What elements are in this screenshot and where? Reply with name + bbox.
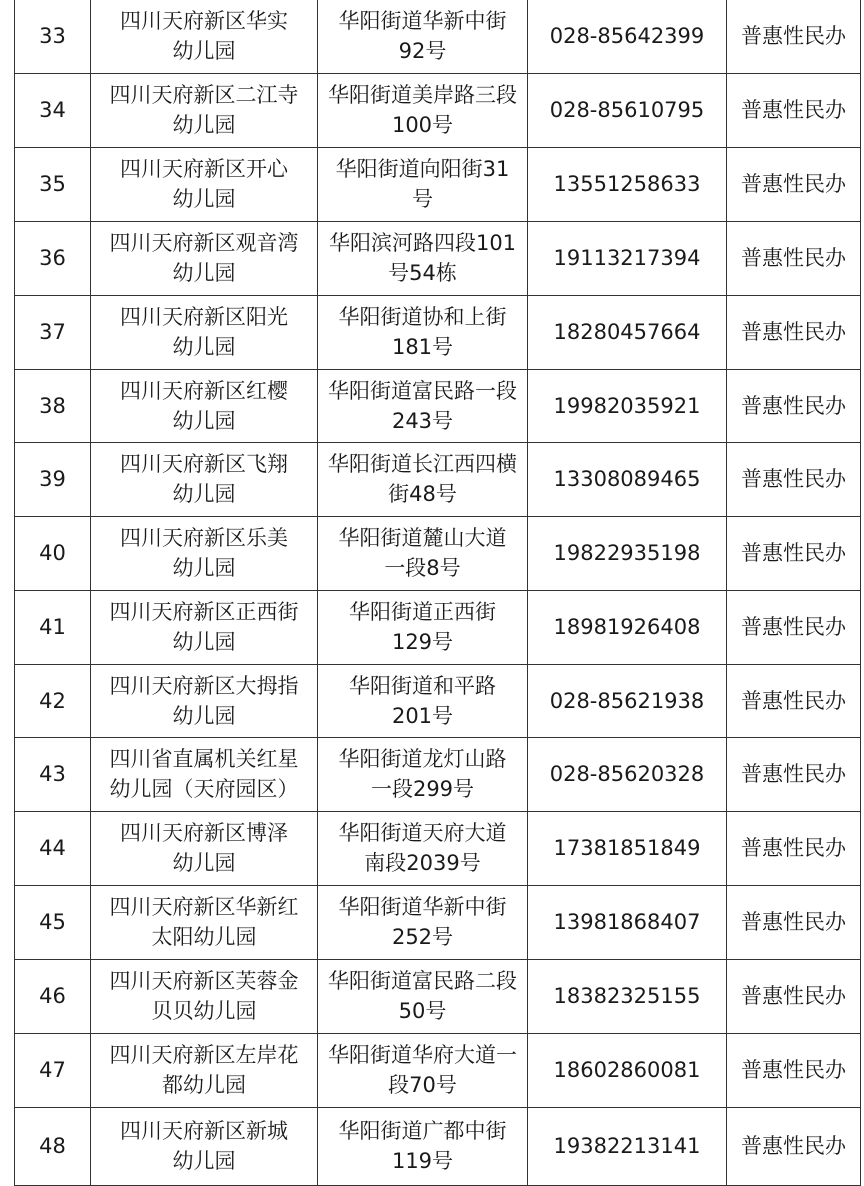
phone-cell	[528, 442, 727, 516]
row-index-cell	[15, 295, 91, 369]
address-cell	[318, 0, 528, 73]
address-cell	[318, 1033, 528, 1107]
kindergarten-name-line: 四川天府新区乐美	[120, 526, 288, 550]
kindergarten-name-line: 幼儿园	[172, 703, 236, 728]
phone-number: 18602860081	[553, 1058, 701, 1082]
school-type: 普惠性民办	[741, 541, 846, 565]
kindergarten-name-line: 四川天府新区观音湾	[109, 231, 299, 255]
table-row	[15, 516, 861, 590]
phone-cell	[528, 885, 727, 959]
row-index: 37	[39, 320, 66, 344]
school-type-cell	[727, 811, 861, 885]
row-index-cell	[15, 737, 91, 811]
address-line: 50号	[398, 999, 447, 1023]
kindergarten-name-line: 幼儿园（天府园区）	[109, 777, 299, 801]
address-cell	[318, 369, 528, 442]
address-line: 一段299号	[370, 777, 475, 801]
kindergarten-name-cell	[91, 147, 318, 221]
table-row	[15, 295, 861, 369]
row-index: 38	[39, 393, 66, 418]
phone-cell	[528, 1107, 727, 1185]
row-index: 47	[39, 1058, 66, 1082]
phone-number: 13551258633	[553, 172, 701, 196]
kindergarten-name-line: 四川天府新区阳光	[120, 305, 288, 329]
address-line: 华阳街道华府大道一	[328, 1043, 517, 1067]
row-index: 46	[39, 984, 66, 1008]
address-line: 华阳滨河路四段101	[328, 231, 517, 255]
row-index-cell	[15, 664, 91, 737]
kindergarten-name-line: 幼儿园	[172, 482, 236, 506]
phone-cell	[528, 295, 727, 369]
phone-cell	[528, 811, 727, 885]
kindergarten-name-line: 太阳幼儿园	[151, 925, 257, 949]
address-line: 华阳街道华新中街	[338, 9, 507, 34]
kindergarten-name-line: 四川天府新区芙蓉金	[109, 969, 299, 993]
kindergarten-name-line: 四川天府新区华实	[120, 9, 288, 34]
table-row	[15, 959, 861, 1033]
address-line: 华阳街道富民路二段	[328, 969, 517, 993]
kindergarten-name-line: 四川天府新区左岸花	[109, 1043, 299, 1067]
table-row	[15, 221, 861, 295]
address-line: 华阳街道向阳街31	[335, 157, 510, 181]
kindergarten-name-line: 幼儿园	[172, 851, 236, 875]
phone-number: 19982035921	[553, 393, 701, 418]
row-index-cell	[15, 1033, 91, 1107]
address-cell	[318, 959, 528, 1033]
row-index: 39	[39, 467, 66, 491]
phone-cell	[528, 369, 727, 442]
kindergarten-name-line: 四川天府新区大拇指	[109, 673, 299, 698]
phone-cell	[528, 73, 727, 147]
kindergarten-table	[14, 0, 861, 1186]
phone-number: 19113217394	[553, 246, 701, 270]
address-line: 181号	[391, 335, 454, 359]
kindergarten-name-line: 四川天府新区开心	[120, 157, 288, 181]
kindergarten-name-cell	[91, 590, 318, 664]
address-line: 201号	[391, 703, 454, 728]
address-cell	[318, 295, 528, 369]
row-index: 48	[39, 1134, 66, 1158]
school-type: 普惠性民办	[741, 762, 846, 786]
row-index-cell	[15, 516, 91, 590]
school-type-cell	[727, 664, 861, 737]
school-type-cell	[727, 221, 861, 295]
phone-cell	[528, 959, 727, 1033]
table-row	[15, 442, 861, 516]
kindergarten-name-line: 幼儿园	[172, 261, 236, 285]
table-row	[15, 811, 861, 885]
address-line: 南段2039号	[364, 851, 481, 875]
phone-cell	[528, 147, 727, 221]
phone-number: 13981868407	[553, 910, 701, 934]
kindergarten-name-line: 四川天府新区红樱	[120, 378, 288, 403]
row-index-cell	[15, 73, 91, 147]
row-index-cell	[15, 959, 91, 1033]
school-type-cell	[727, 295, 861, 369]
school-type: 普惠性民办	[741, 615, 846, 639]
row-index-cell	[15, 442, 91, 516]
table-row	[15, 590, 861, 664]
phone-cell	[528, 516, 727, 590]
row-index-cell	[15, 811, 91, 885]
phone-cell	[528, 737, 727, 811]
address-cell	[318, 442, 528, 516]
school-type-cell	[727, 1033, 861, 1107]
row-index-cell	[15, 590, 91, 664]
row-index: 35	[39, 172, 66, 196]
kindergarten-name-cell	[91, 1033, 318, 1107]
table-row	[15, 737, 861, 811]
address-line: 华阳街道正西街	[349, 600, 496, 624]
school-type-cell	[727, 0, 861, 73]
school-type: 普惠性民办	[741, 98, 846, 122]
address-line: 华阳街道和平路	[349, 673, 496, 698]
address-line: 243号	[391, 408, 454, 433]
phone-number: 028-85621938	[549, 688, 705, 713]
address-line: 119号	[391, 1149, 454, 1173]
kindergarten-name-cell	[91, 0, 318, 73]
address-line: 华阳街道龙灯山路	[338, 747, 507, 771]
address-line: 街48号	[388, 482, 457, 506]
row-index-cell	[15, 147, 91, 221]
table-body	[15, 0, 861, 1185]
kindergarten-name-line: 四川天府新区华新红	[109, 895, 299, 919]
table-row	[15, 1033, 861, 1107]
address-line: 92号	[398, 39, 447, 64]
address-line: 华阳街道华新中街	[338, 895, 507, 919]
kindergarten-name-cell	[91, 1107, 318, 1185]
school-type: 普惠性民办	[741, 320, 846, 344]
school-type-cell	[727, 885, 861, 959]
address-line: 华阳街道麓山大道	[338, 526, 507, 550]
kindergarten-name-cell	[91, 737, 318, 811]
row-index: 34	[39, 98, 66, 122]
phone-number: 18981926408	[553, 615, 701, 639]
address-cell	[318, 516, 528, 590]
row-index: 40	[39, 541, 66, 565]
school-type: 普惠性民办	[741, 172, 846, 196]
kindergarten-name-line: 幼儿园	[172, 335, 236, 359]
kindergarten-name-line: 都幼儿园	[162, 1073, 246, 1097]
kindergarten-name-line: 幼儿园	[172, 1149, 236, 1173]
address-line: 100号	[391, 113, 454, 137]
address-cell	[318, 1107, 528, 1185]
address-cell	[318, 73, 528, 147]
kindergarten-name-line: 幼儿园	[172, 187, 236, 211]
row-index-cell	[15, 1107, 91, 1185]
row-index-cell	[15, 885, 91, 959]
table-row	[15, 1107, 861, 1185]
address-cell	[318, 590, 528, 664]
kindergarten-name-line: 幼儿园	[172, 39, 236, 64]
kindergarten-name-line: 四川天府新区新城	[120, 1119, 288, 1143]
address-line: 段70号	[388, 1073, 457, 1097]
kindergarten-name-line: 幼儿园	[172, 630, 236, 654]
kindergarten-name-cell	[91, 295, 318, 369]
phone-number: 19382213141	[553, 1134, 701, 1158]
row-index: 42	[39, 688, 66, 713]
phone-number: 028-85620328	[549, 762, 705, 786]
row-index: 41	[39, 615, 66, 639]
kindergarten-name-cell	[91, 811, 318, 885]
row-index: 33	[39, 24, 66, 49]
phone-number: 028-85610795	[549, 98, 705, 122]
kindergarten-name-cell	[91, 442, 318, 516]
school-type-cell	[727, 516, 861, 590]
table-row	[15, 664, 861, 737]
table-row	[15, 0, 861, 73]
kindergarten-name-cell	[91, 959, 318, 1033]
school-type-cell	[727, 369, 861, 442]
address-line: 华阳街道美岸路三段	[328, 83, 517, 107]
row-index: 36	[39, 246, 66, 270]
kindergarten-name-cell	[91, 516, 318, 590]
school-type: 普惠性民办	[741, 393, 846, 418]
kindergarten-name-line: 幼儿园	[172, 556, 236, 580]
phone-number: 13308089465	[553, 467, 701, 491]
kindergarten-name-cell	[91, 73, 318, 147]
phone-number: 028-85642399	[549, 24, 705, 49]
school-type-cell	[727, 590, 861, 664]
school-type-cell	[727, 1107, 861, 1185]
table-row	[15, 885, 861, 959]
kindergarten-name-line: 四川天府新区博泽	[120, 821, 288, 845]
address-line: 华阳街道富民路一段	[328, 378, 517, 403]
kindergarten-name-line: 幼儿园	[172, 408, 236, 433]
address-line: 252号	[391, 925, 454, 949]
phone-cell	[528, 1033, 727, 1107]
kindergarten-name-line: 四川天府新区正西街	[109, 600, 299, 624]
row-index: 43	[39, 762, 66, 786]
address-line: 华阳街道广都中街	[338, 1119, 507, 1143]
address-line: 华阳街道协和上街	[338, 305, 507, 329]
phone-cell	[528, 664, 727, 737]
address-line: 号54栋	[388, 261, 457, 285]
phone-cell	[528, 590, 727, 664]
school-type: 普惠性民办	[741, 1134, 846, 1158]
school-type: 普惠性民办	[741, 246, 846, 270]
phone-number: 17381851849	[553, 836, 701, 860]
address-cell	[318, 737, 528, 811]
phone-number: 18280457664	[553, 320, 701, 344]
address-cell	[318, 811, 528, 885]
kindergarten-name-line: 贝贝幼儿园	[151, 999, 257, 1023]
school-type: 普惠性民办	[741, 910, 846, 934]
table-row	[15, 147, 861, 221]
kindergarten-name-cell	[91, 885, 318, 959]
address-cell	[318, 664, 528, 737]
school-type: 普惠性民办	[741, 688, 846, 713]
phone-cell	[528, 221, 727, 295]
address-line: 华阳街道长江西四横	[328, 452, 517, 476]
kindergarten-name-line: 四川天府新区飞翔	[120, 452, 288, 476]
kindergarten-name-cell	[91, 221, 318, 295]
kindergarten-name-line: 四川省直属机关红星	[109, 747, 299, 771]
school-type: 普惠性民办	[741, 467, 846, 491]
school-type-cell	[727, 147, 861, 221]
address-line: 华阳街道天府大道	[338, 821, 507, 845]
row-index-cell	[15, 369, 91, 442]
school-type: 普惠性民办	[741, 24, 846, 49]
address-cell	[318, 221, 528, 295]
address-line: 号	[412, 187, 433, 211]
row-index-cell	[15, 221, 91, 295]
school-type-cell	[727, 73, 861, 147]
school-type: 普惠性民办	[741, 984, 846, 1008]
table-row	[15, 369, 861, 442]
kindergarten-name-cell	[91, 369, 318, 442]
phone-cell	[528, 0, 727, 73]
school-type: 普惠性民办	[741, 836, 846, 860]
school-type: 普惠性民办	[741, 1058, 846, 1082]
address-line: 一段8号	[384, 556, 461, 580]
address-cell	[318, 885, 528, 959]
school-type-cell	[727, 737, 861, 811]
row-index-cell	[15, 0, 91, 73]
kindergarten-name-line: 幼儿园	[172, 113, 236, 137]
kindergarten-name-line: 四川天府新区二江寺	[109, 83, 299, 107]
school-type-cell	[727, 442, 861, 516]
kindergarten-name-cell	[91, 664, 318, 737]
address-line: 129号	[391, 630, 454, 654]
address-cell	[318, 147, 528, 221]
row-index: 45	[39, 910, 66, 934]
phone-number: 18382325155	[553, 984, 701, 1008]
row-index: 44	[39, 836, 66, 860]
school-type-cell	[727, 959, 861, 1033]
table-row	[15, 73, 861, 147]
phone-number: 19822935198	[553, 541, 701, 565]
